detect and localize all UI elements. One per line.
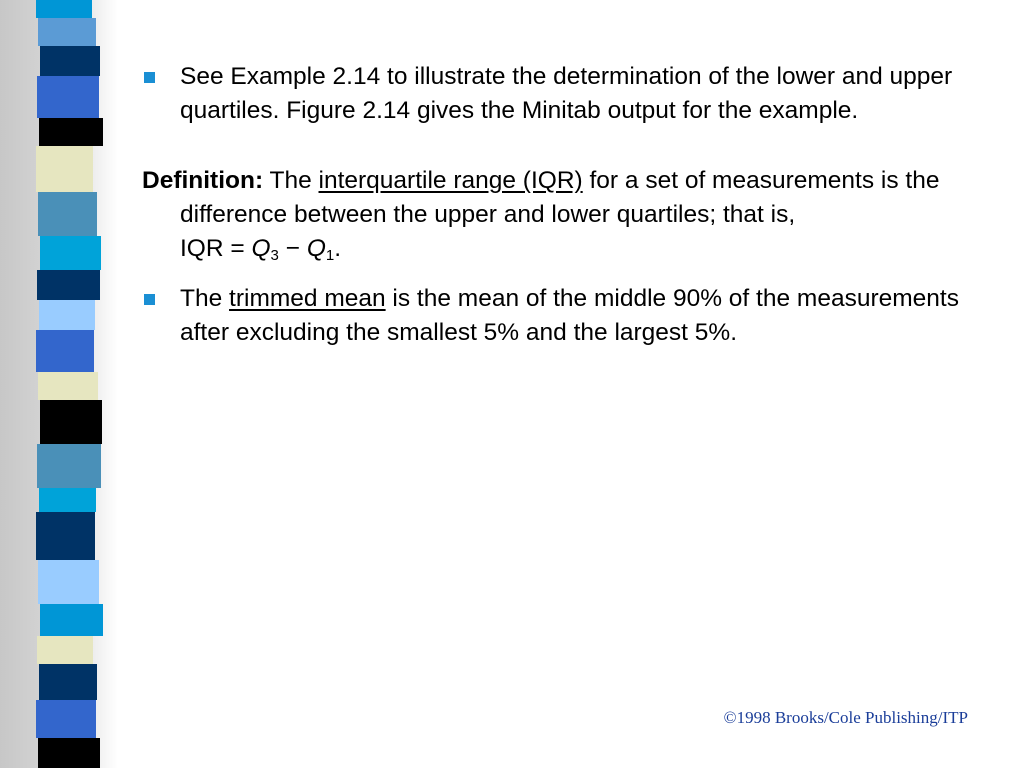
bullet-see-example-text: See Example 2.14 to illustrate the determination of the lower and upper quartiles. Figure 2.14 gives the Minitab output for the example.: [180, 63, 953, 124]
formula-minus: −: [278, 235, 307, 262]
stripe-block: [36, 700, 96, 738]
bullet-trimmed-text-after: is the mean of the middle 90% of the measurements after excluding the smallest 5% and the largest 5%.: [180, 285, 959, 346]
stripe-block: [40, 400, 102, 444]
formula-period: .: [334, 235, 342, 262]
stripe-block: [38, 372, 98, 400]
formula-equals: =: [223, 235, 252, 262]
stripe-block: [36, 512, 95, 560]
definition-text-after: for a set of measurements is the difference between the upper and lower quartiles; that is,: [180, 167, 940, 228]
bullet-see-example: [142, 60, 1002, 128]
stripe-block: [39, 664, 97, 700]
definition-text-before: The: [263, 167, 319, 194]
stripe-block: [37, 76, 99, 118]
stripe-block: [39, 118, 103, 146]
stripe-block: [38, 738, 100, 768]
formula-subscript-1: 1: [325, 247, 335, 264]
stripe-block: [39, 300, 95, 330]
formula-q1: Q: [306, 235, 326, 262]
stripe-block: [40, 46, 100, 76]
stripe-block: [37, 444, 101, 488]
bullet-trimmed-term: trimmed mean: [229, 285, 386, 312]
stripe-block: [38, 192, 97, 236]
definition-iqr: [142, 164, 1002, 266]
stripe-block: [38, 560, 99, 604]
stripe-block: [36, 0, 92, 18]
stripe-block: [40, 236, 101, 270]
formula-q3: Q: [251, 235, 271, 262]
decorative-stripe: [0, 0, 118, 768]
stripe-block: [39, 488, 96, 512]
stripe-block: [36, 330, 94, 372]
stripe-block: [37, 270, 100, 300]
definition-label: Definition:: [142, 167, 264, 194]
stripe-block: [36, 146, 93, 192]
bullet-square-icon: [144, 294, 155, 305]
stripe-block: [38, 18, 96, 46]
slide-body: [142, 60, 1002, 350]
bullet-trimmed-mean: [142, 282, 1002, 350]
stripe-block: [37, 636, 93, 664]
formula-subscript-3: 3: [270, 247, 279, 264]
bullet-square-icon: [144, 72, 155, 83]
definition-term-iqr: interquartile range (IQR): [318, 167, 583, 194]
bullet-trimmed-text-before: The: [180, 285, 230, 312]
copyright-footer: ©1998 Brooks/Cole Publishing/ITP: [723, 708, 968, 727]
stripe-block: [40, 604, 103, 636]
formula-lhs: IQR: [180, 235, 224, 262]
